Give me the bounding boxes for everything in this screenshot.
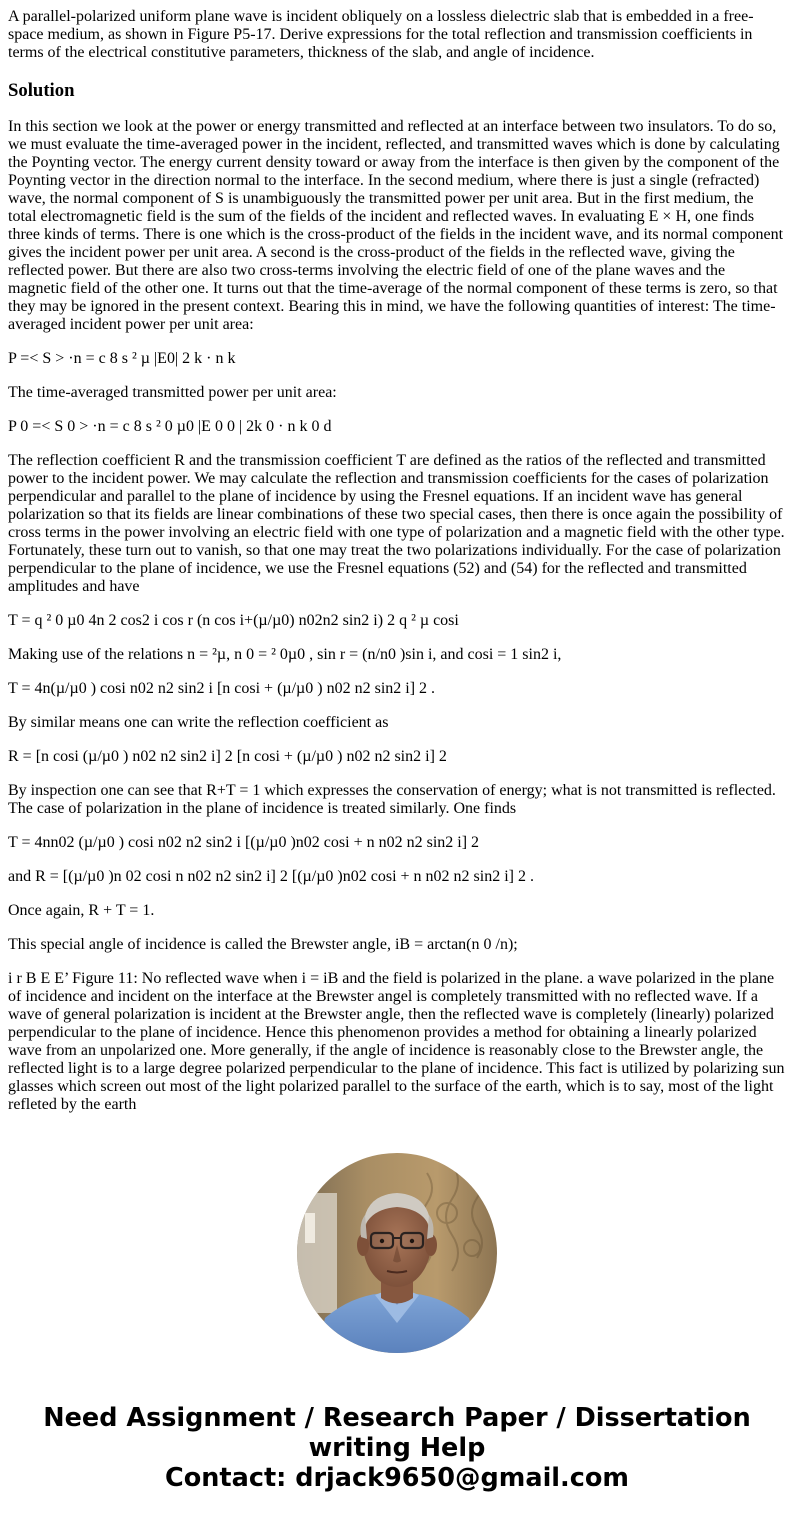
- document-body: [8, 8, 786, 1130]
- paragraph-reflection-intro: By similar means one can write the reflection coefficient as: [8, 714, 389, 731]
- paragraph-brewster-angle: This special angle of incidence is called the Brewster angle, iB = arctan(n 0 /n);: [8, 936, 518, 953]
- equation-transmission-simplified: T = 4n(µ/µ0 ) cosi n02 n2 sin2 i [n cosi + (µ/µ0 ) n02 n2 sin2 i] 2 .: [8, 680, 436, 697]
- paragraph-coefficients: The reflection coefficient R and the transmission coefficient T are defined as the ratios of the reflected and transmitted power to the incident power. We may calculate the reflection and transmission coefficients for the cases of polarization perpendicular and parallel to the plane of incidence by using the Fresnel equations. If an incident wave has general polarization so that its fields are linear combinations of these two special cases, then there is once again the possibility of cross terms in the power involving an electric field with one type of polarization and a magnetic field with the other type. Fortunately, these turn out to vanish, so that one may treat the two polarizations individually. For the case of polarization perpendicular to the plane of incidence, we use the Fresnel equations (52) and (54) for the reflected and transmitted amplitudes and have: [8, 452, 785, 595]
- equation-transmitted-power: P 0 =< S 0 > ·n = c 8 s ² 0 µ0 |E 0 0 | 2k 0 · n k 0 d: [8, 418, 332, 435]
- paragraph-conservation: By inspection one can see that R+T = 1 which expresses the conservation of energy; what is not transmitted is reflected. The case of polarization in the plane of incidence is treated similarly. One finds: [8, 782, 776, 817]
- question-text: A parallel-polarized uniform plane wave is incident obliquely on a lossless dielectric slab that is embedded in a free-space medium, as shown in Figure P5-17. Derive expressions for the total reflection and transmission coefficients in terms of the electrical constitutive parameters, thickness of the slab, and angle of incidence.: [8, 8, 754, 61]
- paragraph-relations: Making use of the relations n = ²µ, n 0 = ² 0µ0 , sin r = (n/n0 )sin i, and cosi = 1 sin2 i,: [8, 646, 562, 663]
- avatar: [297, 1153, 497, 1353]
- banner-line-2: writing Help: [308, 1433, 486, 1463]
- banner-line-1: Need Assignment / Research Paper / Dissertation: [43, 1403, 751, 1433]
- equation-transmission-perp: T = q ² 0 µ0 4n 2 cos2 i cos r (n cos i+(µ/µ0) n02n2 sin2 i) 2 q ² µ cosi: [8, 612, 459, 629]
- equation-reflection-parallel: and R = [(µ/µ0 )n 02 cosi n n02 n2 sin2 i] 2 [(µ/µ0 )n02 cosi + n n02 n2 sin2 i] 2 .: [8, 868, 534, 885]
- equation-incident-power: P =< S > ·n = c 8 s ² µ |E0| 2 k · n k: [8, 350, 236, 367]
- equation-transmission-parallel: T = 4nn02 (µ/µ0 ) cosi n02 n2 sin2 i [(µ/µ0 )n02 cosi + n n02 n2 sin2 i] 2: [8, 834, 480, 851]
- paragraph-figure-caption: i r B E E’ Figure 11: No reflected wave when i = iB and the field is polarized in the plane. a wave polarized in the plane of incidence and incident on the interface at the Brewster angel is completely transmitted with no reflected wave. If a wave of general polarization is incident at the Brewster angle, then the reflected wave is completely (linearly) polarized perpendicular to the plane of incidence. Hence this phenomenon provides a method for obtaining a linearly polarized wave from an unpolarized one. More generally, if the angle of incidence is reasonably close to the Brewster angle, the reflected light is to a large degree polarized perpendicular to the plane of incidence. This fact is utilized by polarizing sun glasses which screen out most of the light polarized parallel to the surface of the earth, which is to say, most of the light refleted by the earth: [8, 970, 785, 1113]
- banner-contact-email: Contact: drjack9650@gmail.com: [165, 1463, 629, 1493]
- paragraph-intro: In this section we look at the power or energy transmitted and reflected at an interface between two insulators. To do so, we must evaluate the time-averaged power in the incident, reflected, and transmitted waves which is done by calculating the Poynting vector. The energy current density toward or away from the interface is then given by the component of the Poynting vector in the direction normal to the interface. In the second medium, where there is just a single (refracted) wave, the normal component of S is unambiguously the transmitted power per unit area. But in the first medium, the total electromagnetic field is the sum of the fields of the incident and reflected waves. In evaluating E × H, one finds three kinds of terms. There is one which is the cross-product of the fields in the incident wave, and its normal component gives the incident power per unit area. A second is the cross-product of the fields in the reflected wave, giving the reflected power. But there are also two cross-terms involving the electric field of one of the plane waves and the magnetic field of the other one. It turns out that the time-average of the normal component of these terms is zero, so that they may be ignored in the present context. Bearing this in mind, we have the following quantities of interest: The time-averaged incident power per unit area:: [8, 118, 784, 333]
- solution-heading: Solution: [8, 80, 75, 101]
- paragraph-transmitted-label: The time-averaged transmitted power per unit area:: [8, 384, 337, 401]
- avatar-portrait: [297, 1153, 497, 1353]
- contact-banner: [0, 1403, 794, 1493]
- equation-reflection-perp: R = [n cosi (µ/µ0 ) n02 n2 sin2 i] 2 [n cosi + (µ/µ0 ) n02 n2 sin2 i] 2: [8, 748, 447, 765]
- paragraph-once-again: Once again, R + T = 1.: [8, 902, 155, 919]
